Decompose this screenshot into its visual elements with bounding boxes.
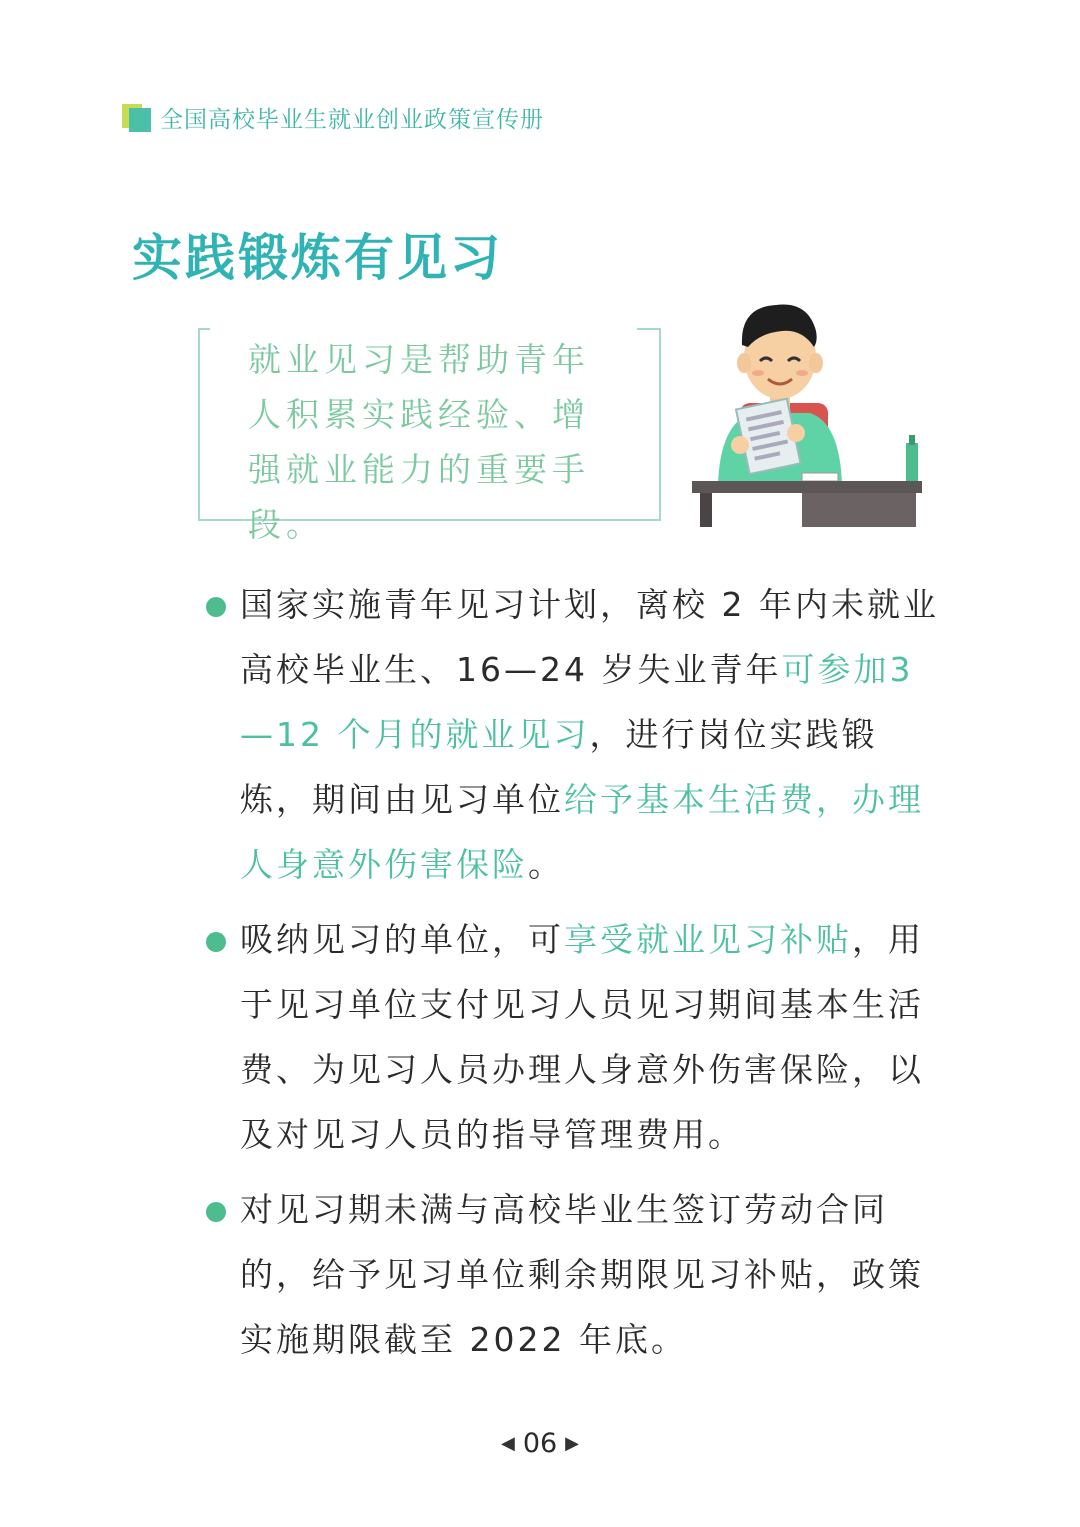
bullet-dot-icon bbox=[206, 597, 226, 617]
header-title: 全国高校毕业生就业创业政策宣传册 bbox=[160, 106, 544, 133]
page-number-text: 06 bbox=[522, 1428, 558, 1459]
highlight-text: 给予基本生活费，办理人身意外伤害保险 bbox=[240, 780, 924, 884]
bullet-item-1: 国家实施青年见习计划，离校 2 年内未就业高校毕业生、16—24 岁失业青年可参加3—12 个月的就业见习，进行岗位实践锻炼，期间由见习单位给予基本生活费，办理人身意外伤害保险。 bbox=[200, 572, 940, 897]
triangle-left-icon: ◀ bbox=[500, 1433, 515, 1454]
quote-box bbox=[198, 328, 661, 544]
bullet-dot-icon bbox=[206, 1202, 226, 1222]
header-logo-mark bbox=[122, 102, 152, 132]
triangle-right-icon: ▶ bbox=[565, 1433, 580, 1454]
bullet-item-3: 对见习期未满与高校毕业生签订劳动合同的，给予见习单位剩余期限见习补贴，政策实施期限截至 2022 年底。 bbox=[200, 1177, 940, 1372]
highlight-text: 享受就业见习补贴 bbox=[564, 920, 852, 959]
header bbox=[122, 100, 544, 134]
quote-text: 就业见习是帮助青年人积累实践经验、增强就业能力的重要手段。 bbox=[248, 340, 590, 544]
bullet-item-2: 吸纳见习的单位，可享受就业见习补贴，用于见习单位支付见习人员见习期间基本生活费、为见习人员办理人身意外伤害保险，以及对见习人员的指导管理费用。 bbox=[200, 907, 940, 1167]
page-title: 实践锻炼有见习 bbox=[132, 229, 503, 287]
highlight-text: 可参加3—12 个月的就业见习 bbox=[240, 650, 914, 754]
bullet-dot-icon bbox=[206, 932, 226, 952]
bullet-list bbox=[200, 572, 940, 1382]
page-number bbox=[0, 1428, 1080, 1459]
man-reading-document-illustration bbox=[690, 295, 930, 535]
